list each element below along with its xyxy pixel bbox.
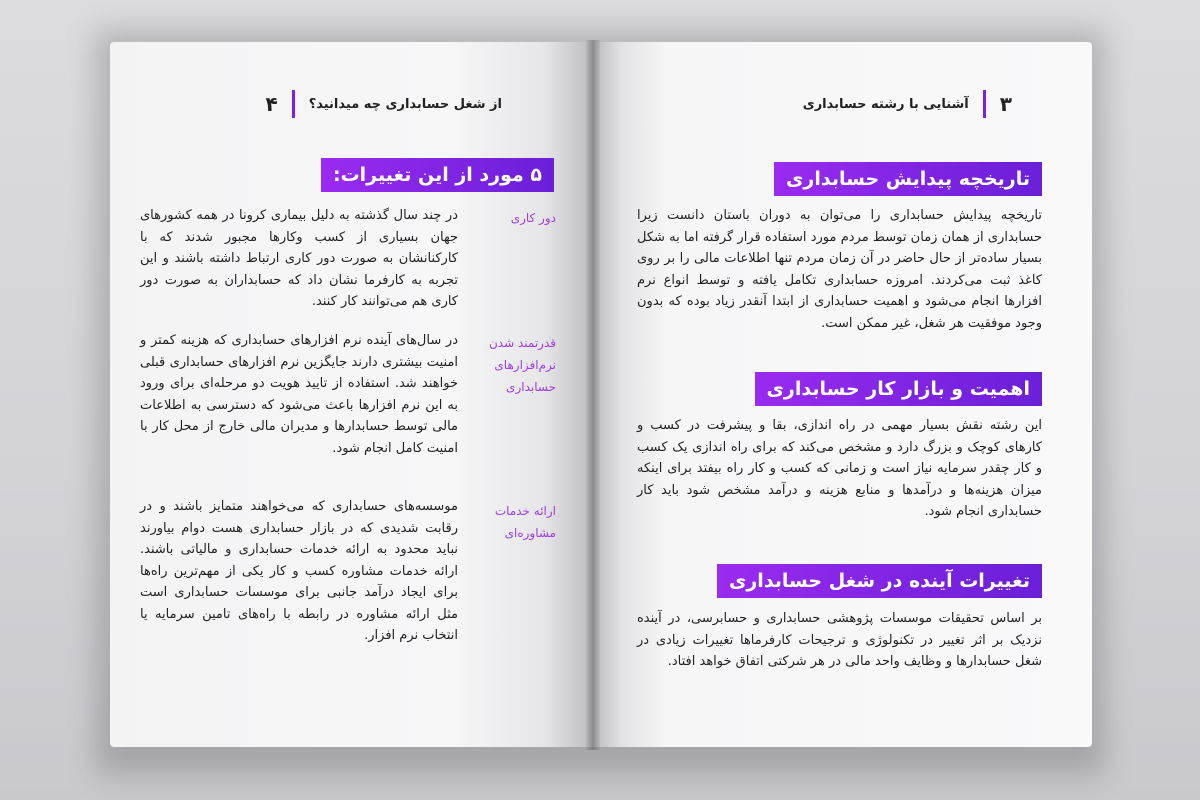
right-page	[592, 42, 1092, 747]
header-divider	[292, 90, 295, 118]
header-divider	[983, 90, 986, 118]
heading-future-changes: تغییرات آینده در شغل حسابداری	[717, 564, 1042, 598]
text-future-changes: بر اساس تحقیقات موسسات پژوهشی حسابداری و حسابرسی، در آینده نزدیک بر اثر تغییر در تکنولوژی و ترجیحات کارفرماها تغییرات زیادی در شغل حسابدارها و وظایف واحد مالی در هر شرکتی اتفاق خواهد افتاد.	[637, 611, 1042, 669]
left-page-number: ۴	[265, 92, 278, 116]
book-spine	[586, 40, 600, 750]
item-text-software: در سال‌های آینده نرم افزارهای حسابداری که هزینه کمتر و امنیت بیشتری دارند جایگزین نرم افزارهای حسابداری قبلی خواهند شد. استفاده از تایید هویت دو مرحله‌ای برای ورود به این نرم افزارها باعث می‌شود که دسترسی به اطلاعات مالی توسط حسابدارها و مدیران مالی خارج از محل کار با امنیت کامل انجام شود.	[140, 333, 458, 456]
right-header-title: آشنایی با رشته حسابداری	[802, 96, 969, 112]
left-section-heading: ۵ مورد از این تغییرات:	[321, 158, 554, 192]
left-page	[110, 42, 592, 747]
left-header-title: از شغل حسابداری چه میدانید؟	[308, 96, 502, 112]
item-label-software: قدرتمند شدن نرم‌افزارهای حسابداری	[488, 336, 556, 394]
item-label-consulting: ارائه خدمات مشاوره‌ای	[494, 504, 556, 540]
right-page-header	[803, 90, 1012, 118]
text-history: تاریخچه پیدایش حسابداری را می‌توان به دوران باستان دانست زیرا حسابداری از همان زمان توسط مردم مورد استفاده قرار گرفته اما به شکل بسیار ساده‌تر از حال حاضر در آن زمان مردم تنها اطلاعات مالی را بر روی کاغذ ثبت می‌کردند. امروزه حسابداری تکامل یافته و توسط انواع نرم افزارها انجام می‌شود و اهمیت حسابداری از ابتدا آنقدر زیاد بوده که بدون وجود موفقیت هر شغل، غیر ممکن است.	[637, 208, 1042, 331]
heading-importance: اهمیت و بازار کار حسابداری	[755, 372, 1042, 406]
right-page-number: ۳	[999, 92, 1012, 116]
item-text-consulting: موسسه‌های حسابداری که می‌خواهند متمایز باشند و در رقابت شدیدی که در بازار حسابداری هست دوام بیاورند نباید محدود به ارائه خدمات حسابداری و مالیاتی باشند. ارائه خدمات مشاوره کسب و کار یکی از مهم‌ترین راه‌ها برای ایجاد درآمد جانبی برای موسسات حسابداری است مثل ارائه مشاوره در رابطه با راه‌های تامین سرمایه یا انتخاب نرم افزار.	[140, 499, 458, 643]
item-text-remote-work: در چند سال گذشته به دلیل بیماری کرونا در همه کشورهای جهان بسیاری از کسب وکارها مجبور شدند که با کارکنانشان به صورت دور کاری ارتباط داشته باشند و این تجربه به کارفرما نشان داد که حسابداران به صورت دور کاری هم می‌توانند کار کنند.	[140, 208, 458, 309]
left-page-header	[265, 90, 502, 118]
item-label-remote-work: دور کاری	[510, 211, 556, 225]
heading-history: تاریخچه پیدایش حسابداری	[774, 162, 1042, 196]
text-importance: این رشته نقش بسیار مهمی در راه اندازی، بقا و پیشرفت در کسب و کارهای کوچک و بزرگ دارد و مشخص می‌کند که برای راه اندازی یک کسب و کار چقدر سرمایه نیاز است و زمانی که کسب و کار راه بیفتد برای اینکه میزان هزینه‌ها و درآمدها و منابع هزینه و درآمد مشخص شود باید کار حسابداری انجام شود.	[637, 418, 1042, 519]
